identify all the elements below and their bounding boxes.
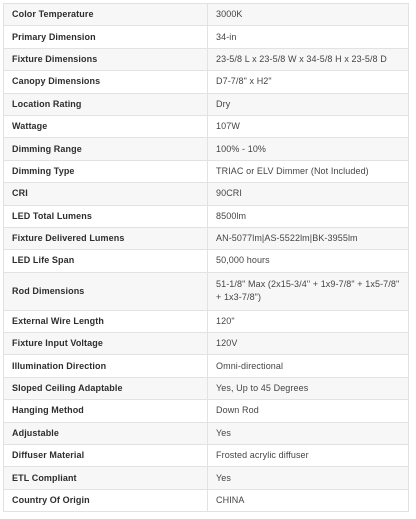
- table-row: [4, 4, 409, 26]
- table-row: [4, 422, 409, 444]
- spec-value: 120V: [208, 333, 409, 355]
- spec-value: Dry: [208, 93, 409, 115]
- spec-value: Omni-directional: [208, 355, 409, 377]
- table-row: [4, 205, 409, 227]
- spec-label: LED Total Lumens: [4, 205, 208, 227]
- table-row: [4, 310, 409, 332]
- table-row: [4, 377, 409, 399]
- spec-value: Frosted acrylic diffuser: [208, 445, 409, 467]
- table-row: [4, 272, 409, 310]
- spec-label: Dimming Range: [4, 138, 208, 160]
- table-row: [4, 93, 409, 115]
- spec-label: Dimming Type: [4, 160, 208, 182]
- spec-label: Illumination Direction: [4, 355, 208, 377]
- spec-label: Canopy Dimensions: [4, 71, 208, 93]
- table-row: [4, 26, 409, 48]
- spec-value: 51-1/8" Max (2x15-3/4" + 1x9-7/8" + 1x5-7/8" + 1x3-7/8"): [208, 272, 409, 310]
- spec-label: ETL Compliant: [4, 467, 208, 489]
- spec-label: Primary Dimension: [4, 26, 208, 48]
- spec-label: Fixture Dimensions: [4, 48, 208, 70]
- table-row: [4, 115, 409, 137]
- spec-label: Wattage: [4, 115, 208, 137]
- spec-label: LED Life Span: [4, 250, 208, 272]
- spec-value: Yes, Up to 45 Degrees: [208, 377, 409, 399]
- table-row: [4, 183, 409, 205]
- spec-value: AN-5077lm|AS-5522lm|BK-3955lm: [208, 227, 409, 249]
- spec-value: 90CRI: [208, 183, 409, 205]
- spec-value: Down Rod: [208, 400, 409, 422]
- spec-label: Diffuser Material: [4, 445, 208, 467]
- spec-label: External Wire Length: [4, 310, 208, 332]
- spec-label: Fixture Input Voltage: [4, 333, 208, 355]
- table-row: [4, 489, 409, 511]
- spec-value: Yes: [208, 422, 409, 444]
- spec-value: 100% - 10%: [208, 138, 409, 160]
- spec-label: Color Temperature: [4, 4, 208, 26]
- table-row: [4, 71, 409, 93]
- table-row: [4, 355, 409, 377]
- spec-label: Adjustable: [4, 422, 208, 444]
- table-row: [4, 138, 409, 160]
- spec-label: Country Of Origin: [4, 489, 208, 511]
- spec-label: Hanging Method: [4, 400, 208, 422]
- spec-value: TRIAC or ELV Dimmer (Not Included): [208, 160, 409, 182]
- table-row: [4, 227, 409, 249]
- table-row: [4, 400, 409, 422]
- spec-label: Location Rating: [4, 93, 208, 115]
- spec-value: 120": [208, 310, 409, 332]
- table-row: [4, 250, 409, 272]
- spec-value: 107W: [208, 115, 409, 137]
- spec-label: Sloped Ceiling Adaptable: [4, 377, 208, 399]
- spec-value: CHINA: [208, 489, 409, 511]
- spec-value: Yes: [208, 467, 409, 489]
- spec-value: 34-in: [208, 26, 409, 48]
- table-row: [4, 48, 409, 70]
- table-row: [4, 445, 409, 467]
- table-row: [4, 160, 409, 182]
- spec-label: CRI: [4, 183, 208, 205]
- spec-value: 8500lm: [208, 205, 409, 227]
- spec-value: 50,000 hours: [208, 250, 409, 272]
- spec-label: Fixture Delivered Lumens: [4, 227, 208, 249]
- spec-label: Rod Dimensions: [4, 272, 208, 310]
- spec-value: D7-7/8" x H2": [208, 71, 409, 93]
- spec-value: 23-5/8 L x 23-5/8 W x 34-5/8 H x 23-5/8 D: [208, 48, 409, 70]
- table-row: [4, 333, 409, 355]
- spec-value: 3000K: [208, 4, 409, 26]
- table-row: [4, 467, 409, 489]
- specifications-table: [3, 3, 409, 512]
